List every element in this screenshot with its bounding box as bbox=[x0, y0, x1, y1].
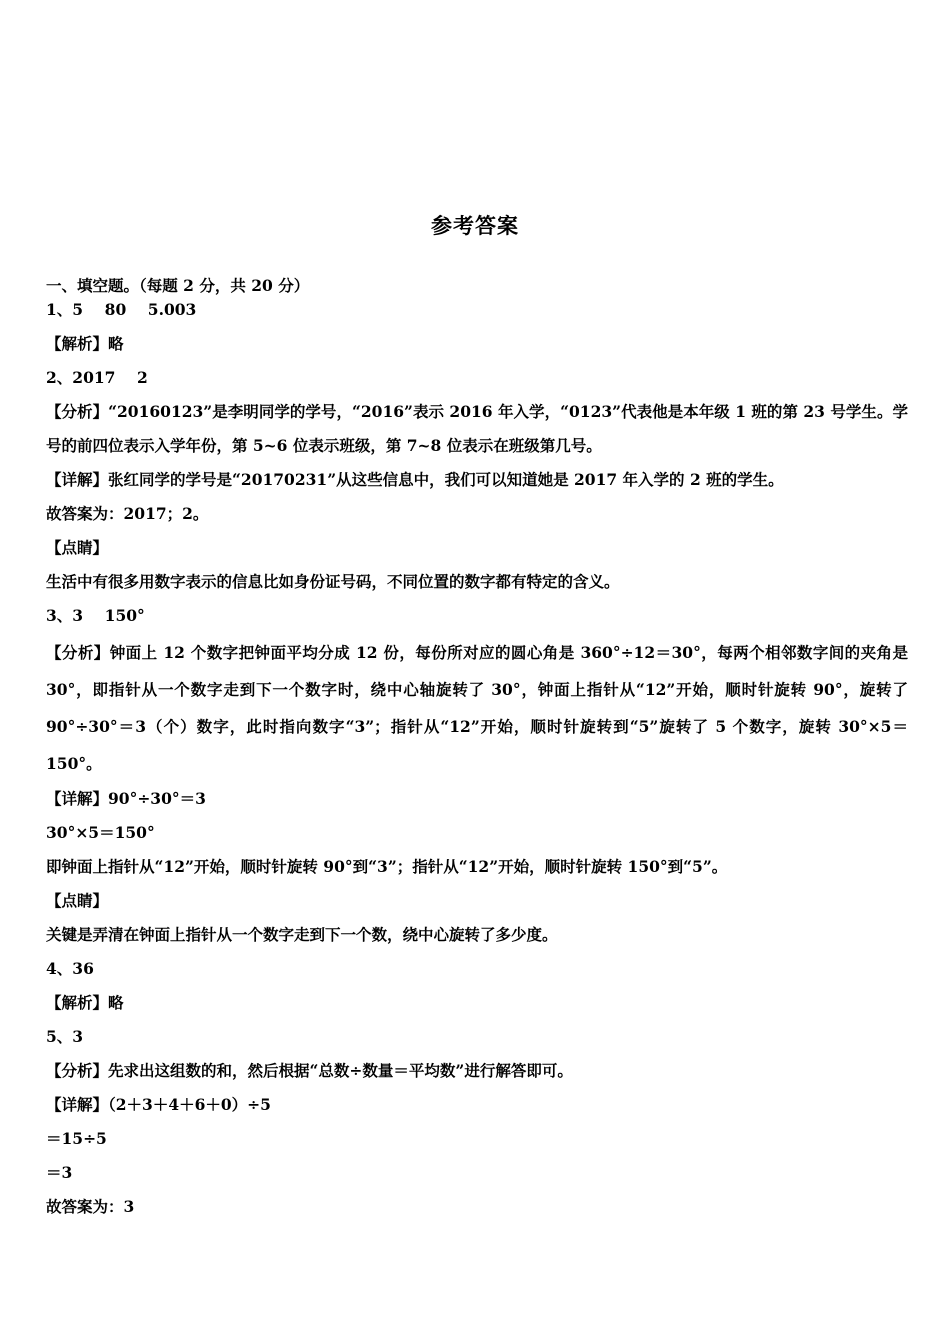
detail-line: 【详解】（2＋3＋4＋6＋0）÷5 bbox=[46, 1095, 271, 1114]
explanation-line: 即钟面上指针从“12”开始，顺时针旋转 90°到“3”；指针从“12”开始，顺时针旋转 150°到“5”。 bbox=[46, 857, 728, 876]
detail-line: 【详解】张红同学的学号是“20170231”从这些信息中，我们可以知道她是 2017 年入学的 2 班的学生。 bbox=[46, 470, 784, 489]
answer-line: 5、3 bbox=[46, 1027, 84, 1046]
answer-line: 3、3 150° bbox=[46, 606, 145, 625]
analysis-paragraph: 【分析】钟面上 12 个数字把钟面平均分成 12 份，每份所对应的圆心角是 360°÷12＝30°，每两个相邻数字间的夹角是 30°，即指针从一个数字走到下一个数字时，绕中心轴旋转了 30°，钟面上指针从“12”开始，顺时针旋转 90°，旋转了 90°÷30°＝3（个）数字，此时指向数字“3”；指针从“12”开始，顺时针旋转到“5”旋转了 5 个数字，旋转 30°×5＝150°。 bbox=[46, 643, 908, 773]
key-point-label: 【点睛】 bbox=[46, 891, 109, 910]
section-heading: 一、填空题。（每题 2 分，共 20 分） bbox=[46, 276, 310, 295]
answer-statement: 故答案为：3 bbox=[46, 1197, 135, 1216]
page-title: 参考答案 bbox=[431, 213, 519, 238]
analysis-line: 【解析】略 bbox=[46, 993, 124, 1012]
detail-line: 【详解】90°÷30°＝3 bbox=[46, 789, 206, 808]
answer-line: 2、2017 2 bbox=[46, 368, 148, 387]
answer-content bbox=[46, 274, 908, 1219]
calculation-line: ＝15÷5 bbox=[46, 1129, 107, 1148]
calculation-line: 30°×5＝150° bbox=[46, 823, 155, 842]
answer-line: 1、5 80 5.003 bbox=[46, 300, 197, 319]
analysis-line: 【解析】略 bbox=[46, 334, 124, 353]
analysis-line: 【分析】先求出这组数的和，然后根据“总数÷数量＝平均数”进行解答即可。 bbox=[46, 1061, 573, 1080]
calculation-line: ＝3 bbox=[46, 1163, 73, 1182]
answer-statement: 故答案为：2017；2。 bbox=[46, 504, 209, 523]
key-point-text: 关键是弄清在钟面上指针从一个数字走到下一个数，绕中心旋转了多少度。 bbox=[46, 925, 558, 944]
key-point-text: 生活中有很多用数字表示的信息比如身份证号码，不同位置的数字都有特定的含义。 bbox=[46, 572, 620, 591]
key-point-label: 【点睛】 bbox=[46, 538, 109, 557]
answer-line: 4、36 bbox=[46, 959, 94, 978]
analysis-paragraph: 【分析】“20160123”是李明同学的学号，“2016”表示 2016 年入学，“0123”代表他是本年级 1 班的第 23 号学生。学号的前四位表示入学年份，第 5~6 位表示班级，第 7~8 位表示在班级第几号。 bbox=[46, 402, 908, 455]
